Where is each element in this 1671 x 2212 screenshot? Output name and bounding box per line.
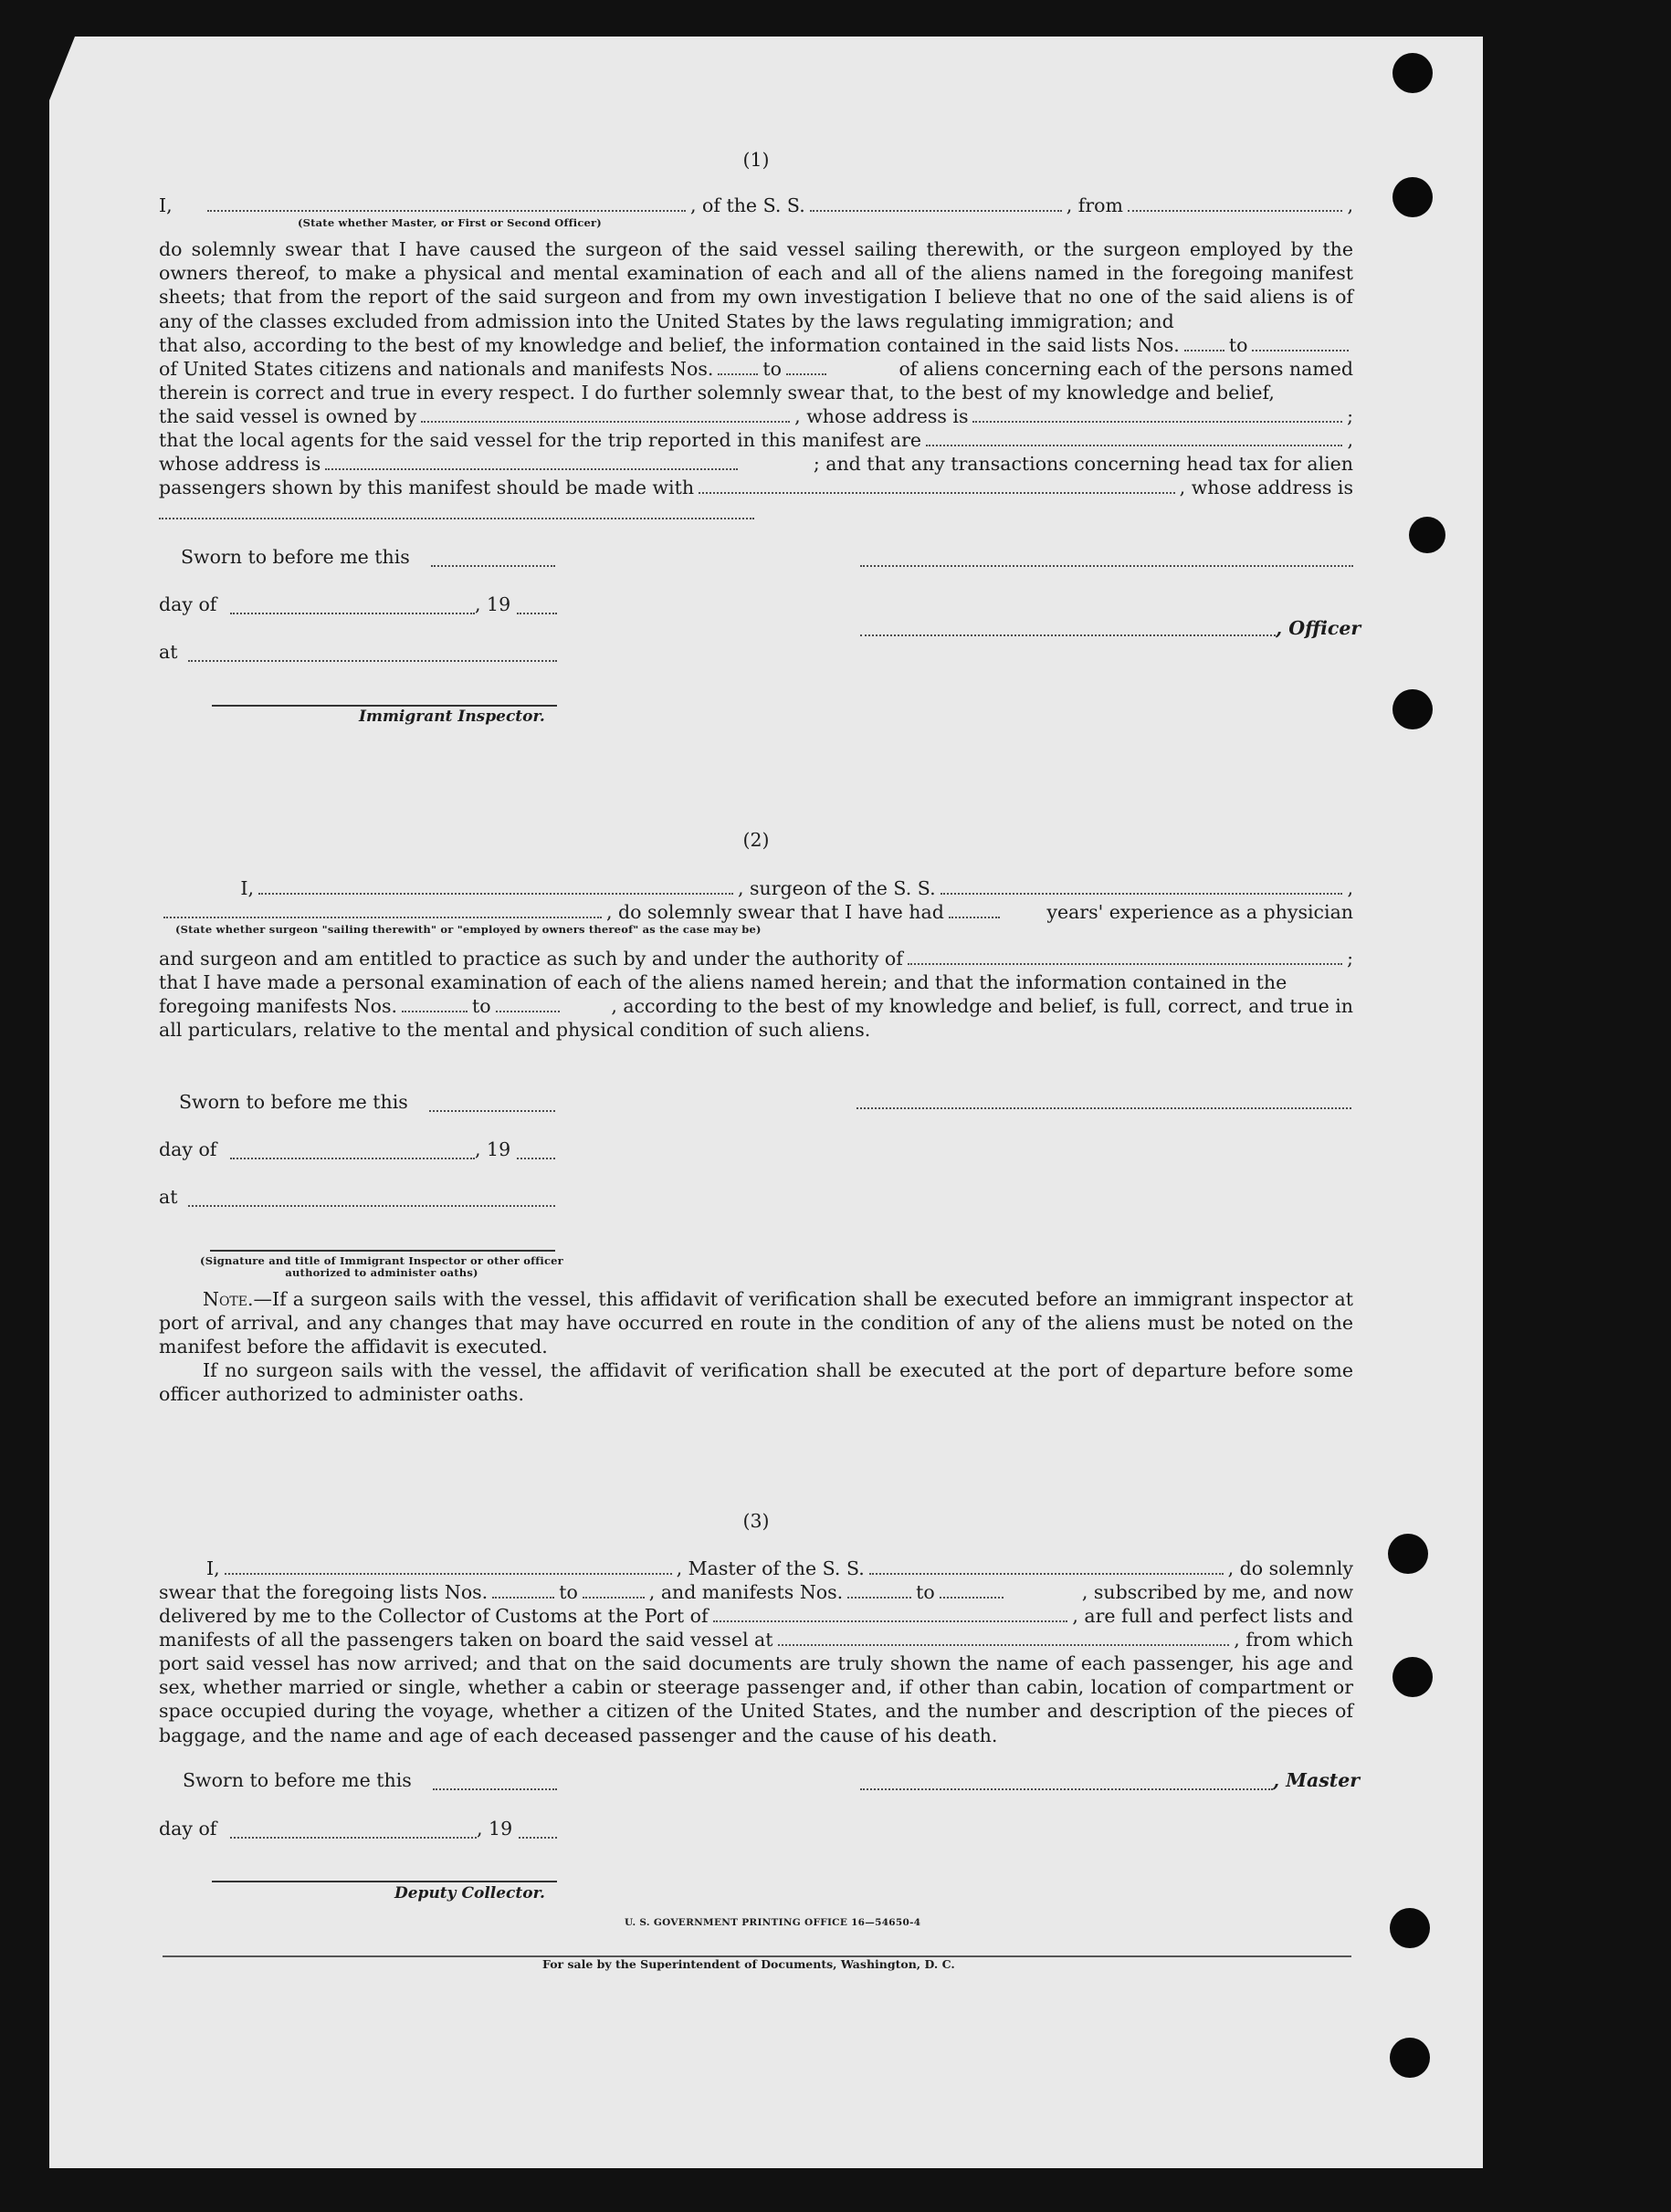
punch-hole [1392, 689, 1433, 729]
surgeon-status-blank[interactable] [163, 917, 602, 918]
port-blank[interactable] [713, 1620, 1068, 1622]
s3-lists-from-blank[interactable] [492, 1597, 554, 1599]
address-continuation-blank[interactable] [159, 518, 754, 519]
manifests-from-blank[interactable] [718, 373, 758, 375]
s3-manifests-from-blank[interactable] [847, 1597, 911, 1599]
sale-notice: For sale by the Superintendent of Documents, Washington, D. C. [542, 1957, 955, 1971]
section-1-heading: (1) [742, 149, 770, 171]
surgeon-hint: (State whether surgeon "sailing therewith" or "employed by owners thereof" as the case may be) [175, 923, 762, 936]
s1-line-i: I, , of the S. S. , from , [159, 194, 1353, 216]
s2-day-blank[interactable] [230, 1158, 475, 1159]
s3-manifests-to-blank[interactable] [940, 1597, 1004, 1599]
officer-name-blank[interactable] [207, 210, 686, 212]
officer-signature-line[interactable] [860, 634, 1276, 636]
owner-blank[interactable] [421, 421, 790, 423]
s3-year-blank[interactable] [519, 1837, 557, 1839]
officer-hint: (State whether Master, or First or Second Officer) [298, 216, 602, 229]
master-signature-line[interactable] [860, 1788, 1273, 1790]
s2-at-blank[interactable] [188, 1205, 555, 1207]
s1-year-blank[interactable] [517, 613, 557, 614]
s1-signature-line[interactable] [860, 565, 1353, 567]
local-agents-blank[interactable] [926, 445, 1342, 446]
note-paragraph-2: If no surgeon sails with the vessel, the affidavit of verification shall be executed at the port of departure before some officer authorized to administer oaths. [159, 1359, 1353, 1406]
s1-sworn-blank[interactable] [431, 565, 555, 567]
deputy-collector-signature-line[interactable] [212, 1881, 557, 1882]
immigrant-inspector-signature-line[interactable] [212, 705, 557, 707]
punch-hole [1392, 1657, 1433, 1697]
section-2-heading: (2) [742, 829, 770, 851]
surgeon-name-blank[interactable] [258, 893, 733, 895]
punch-hole [1390, 1908, 1430, 1948]
owner-address-blank[interactable] [972, 421, 1342, 423]
s1-body: do solemnly swear that I have caused the surgeon of the said vessel sailing therewith, or the surgeon employed by the owners thereof, to make a physical and mental examination of each and all of the aliens named in the foregoing manifest sheets; that from the report of the said surgeon and from my own investigation I believe that no one of the said aliens is of any of the classes excluded from admission into the United States by the laws regulating immigration; and [159, 238, 1353, 332]
section-3-heading: (3) [742, 1510, 770, 1532]
s3-body: port said vessel has now arrived; and that on the said documents are truly shown the name of each passenger, his age and sex, whether married or single, whether a cabin or steerage passenger and, if other than cabin, location of compartment or space occupied during the voyage, whether a citizen of the United States, and the number and description of the pieces of baggage, and the name and age of each deceased passenger and the cause of his death. [159, 1652, 1353, 1746]
punch-hole [1409, 517, 1445, 553]
s2-manifests-from-blank[interactable] [402, 1011, 468, 1012]
punch-hole [1392, 53, 1433, 93]
boarding-port-blank[interactable] [778, 1644, 1230, 1646]
from-port-blank[interactable] [1128, 210, 1343, 212]
head-tax-party-blank[interactable] [699, 492, 1175, 494]
signature-caption: (Signature and title of Immigrant Inspector or other officer authorized to administer oaths) [200, 1254, 563, 1279]
years-experience-blank[interactable] [949, 917, 1000, 918]
s2-vessel-name-blank[interactable] [941, 893, 1343, 895]
s2-official-signature-line[interactable] [210, 1250, 555, 1252]
master-name-blank[interactable] [225, 1573, 672, 1575]
punch-hole [1388, 1534, 1428, 1574]
vessel-name-blank[interactable] [810, 210, 1062, 212]
s3-day-blank[interactable] [230, 1837, 477, 1839]
lists-to-blank[interactable] [1252, 350, 1349, 351]
s1-at-blank[interactable] [188, 660, 557, 662]
note-paragraph-1: Note.—If a surgeon sails with the vessel, this affidavit of verification shall be executed before an immigrant inspector at port of arrival, and any changes that may have occurred en route in the condition of any of the aliens must be noted on the manifest before the affidavit is executed. [159, 1288, 1353, 1358]
lists-from-blank[interactable] [1184, 350, 1224, 351]
gpo-imprint: U. S. GOVERNMENT PRINTING OFFICE 16—54650-4 [625, 1917, 921, 1928]
s2-manifests-to-blank[interactable] [496, 1011, 560, 1012]
punch-hole [1390, 2038, 1430, 2078]
agents-address-blank[interactable] [325, 468, 738, 470]
s1-day-blank[interactable] [230, 613, 475, 614]
punch-hole [1392, 177, 1433, 217]
manifests-to-blank[interactable] [786, 373, 826, 375]
authority-blank[interactable] [908, 963, 1342, 965]
s2-sworn-blank[interactable] [429, 1110, 555, 1112]
s3-lists-to-blank[interactable] [583, 1597, 645, 1599]
s3-sworn-blank[interactable] [433, 1788, 557, 1790]
s2-signature-line[interactable] [857, 1107, 1351, 1109]
s3-vessel-name-blank[interactable] [869, 1573, 1224, 1575]
s2-year-blank[interactable] [517, 1158, 555, 1159]
